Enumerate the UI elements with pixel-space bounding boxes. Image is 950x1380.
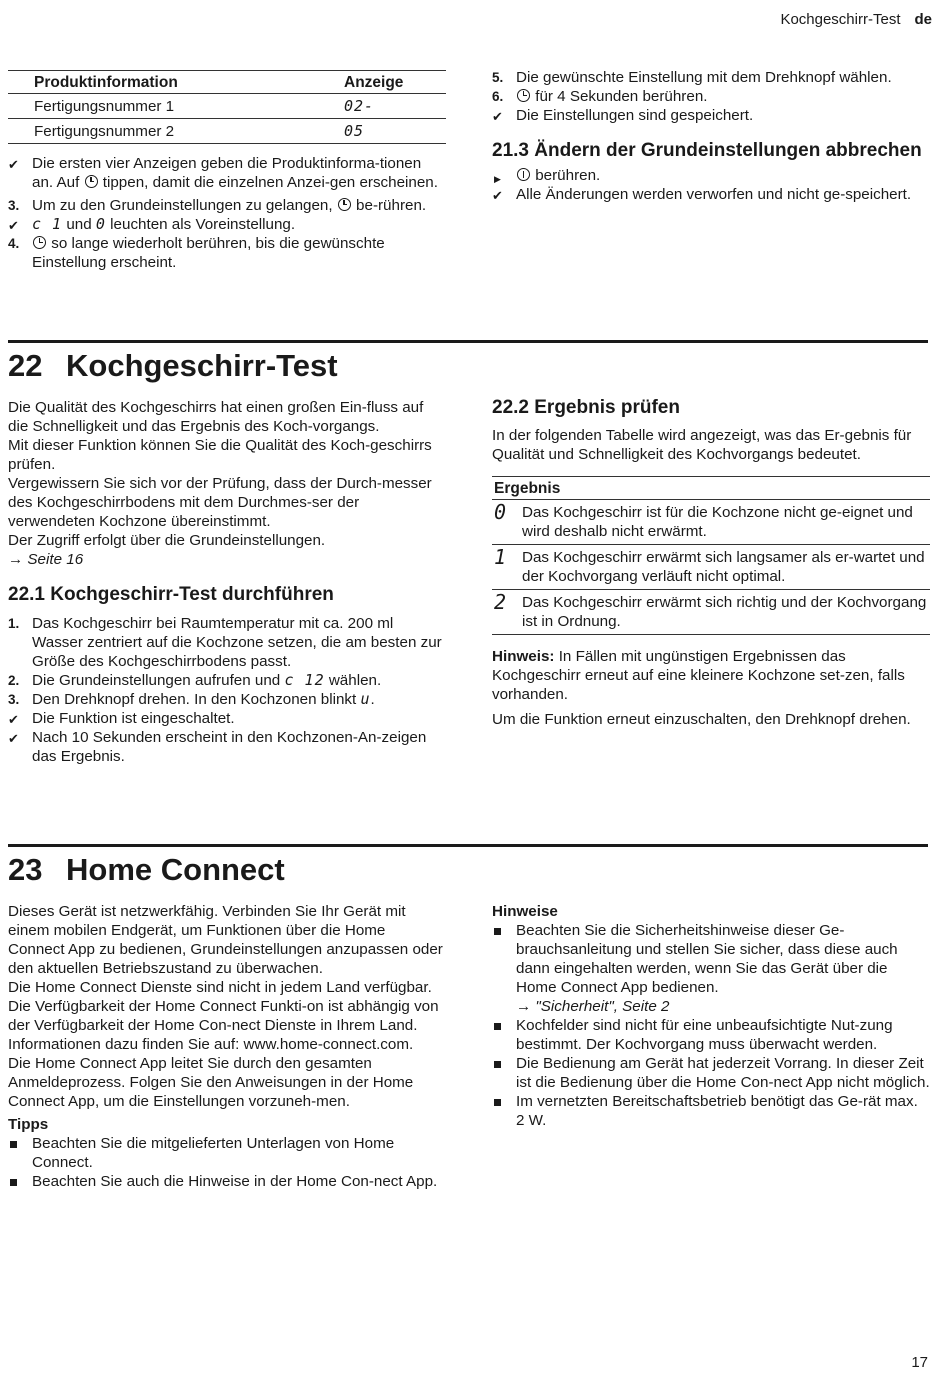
table-row: 0 Das Kochgeschirr ist für die Kochzone nicht ge-eignet und wird deshalb nicht erwärmt. (492, 500, 930, 545)
section-heading-22-1: 22.1 Kochgeschirr-Test durchführen (8, 584, 334, 605)
result-item: ✔ Nach 10 Sekunden erscheint in den Kochzonen-An-zeigen das Ergebnis. (8, 729, 427, 765)
sec23-left-column (8, 902, 446, 1191)
paragraph: Vergewissern Sie sich vor der Prüfung, dass der Durch-messer des Kochgeschirrbodens mit dem Durchmes-ser der verwendeten Kochzone übereinstimmt. (8, 475, 432, 530)
list-item: Beachten Sie auch die Hinweise in der Home Con-nect App. (8, 1172, 446, 1191)
result-item: ✔ Die Funktion ist eingeschaltet. (8, 710, 235, 727)
chapter-title-22: 22 Kochgeschirr-Test (8, 348, 338, 383)
clock-icon (517, 89, 530, 102)
step-item: 3. Den Drehknopf drehen. In den Kochzonen blinkt u. (8, 690, 375, 708)
paragraph: Die Home Connect App leitet Sie durch den gesamten Anmeldeprozess. Folgen Sie den Anweisungen in der Home Connect App, um die Einstellungen vorzuneh-men. (8, 1055, 414, 1110)
chapter-title-23: 23 Home Connect (8, 852, 285, 887)
triangle-icon: ▶ (494, 174, 501, 184)
table-row: 1 Das Kochgeschirr erwärmt sich langsamer als er-wartet und der Kochvorgang verläuft nicht optimal. (492, 545, 930, 590)
result-item: ✔ c 1 und 0 leuchten als Voreinstellung. (8, 215, 296, 233)
action-item: ▶ berühren. (492, 166, 930, 185)
check-icon: ✔ (492, 188, 503, 203)
paragraph: Um die Funktion erneut einzuschalten, den Drehknopf drehen. (492, 711, 911, 728)
check-icon: ✔ (8, 157, 19, 172)
result-item: ✔ Alle Änderungen werden verworfen und nicht ge-speichert. (492, 186, 912, 203)
check-icon: ✔ (492, 109, 503, 124)
table-row: Fertigungsnummer 2 05 (8, 119, 446, 144)
result-table-header: Ergebnis (492, 477, 930, 500)
check-icon: ✔ (8, 731, 19, 746)
sec22-right-column (492, 396, 930, 729)
section-heading-21-3: 21.3 Ändern der Grundeinstellungen abbrechen (492, 140, 922, 161)
result-item: ✔ Die ersten vier Anzeigen geben die Produktinforma-tionen an. Auf tippen, damit die einzelnen Anzei-gen erscheinen. (8, 155, 438, 191)
header-lang: de (914, 11, 932, 28)
list-item: Die Bedienung am Gerät hat jederzeit Vorrang. In dieser Zeit ist die Bedienung über die Home Con-nect App nicht möglich. (492, 1054, 930, 1092)
table-row: Fertigungsnummer 1 02- (8, 94, 446, 119)
clock-icon (338, 198, 351, 211)
page-reference-link[interactable]: → Seite 16 (8, 551, 84, 568)
sec23-right-column (492, 902, 930, 1130)
table-header-anzeige: Anzeige (342, 71, 446, 94)
step-item: 6. für 4 Sekunden berühren. (492, 88, 708, 105)
page-number: 17 (911, 1354, 928, 1371)
step-item: 2. Die Grundeinstellungen aufrufen und c 12 wählen. (8, 671, 382, 689)
clock-icon (85, 175, 98, 188)
step-item: 3. Um zu den Grundeinstellungen zu gelangen, be-rühren. (8, 197, 427, 214)
square-bullet-icon (494, 928, 501, 935)
hinweise-label: Hinweise (492, 903, 558, 920)
paragraph: Die Qualität des Kochgeschirrs hat einen großen Ein-fluss auf die Schnelligkeit und das Ergebnis des Koch-vorgangs. (8, 399, 424, 435)
header-title: Kochgeschirr-Test (780, 11, 901, 28)
step-item: 5. Die gewünschte Einstellung mit dem Drehknopf wählen. (492, 69, 892, 86)
sec22-left-column (8, 398, 446, 766)
top-right-column (492, 68, 930, 204)
check-icon: ✔ (8, 712, 19, 727)
top-left-column (8, 70, 446, 272)
table-row: 2 Das Kochgeschirr erwärmt sich richtig und der Kochvorgang ist in Ordnung. (492, 590, 930, 635)
power-icon (517, 168, 530, 181)
paragraph: Dieses Gerät ist netzwerkfähig. Verbinden Sie Ihr Gerät mit einem mobilen Endgerät, um Funktionen über die Home Connect App zu bedienen, Grundeinstellungen anzupassen oder den aktuellen Betriebszustand zu überwachen. (8, 903, 443, 977)
square-bullet-icon (494, 1061, 501, 1068)
clock-icon (33, 236, 46, 249)
section-divider (8, 340, 928, 343)
section-divider (8, 844, 928, 847)
list-item: Beachten Sie die mitgelieferten Unterlagen von Home Connect. (8, 1134, 446, 1172)
square-bullet-icon (494, 1023, 501, 1030)
running-header (780, 10, 932, 29)
list-item: Beachten Sie die Sicherheitshinweise dieser Ge-brauchsanleitung und stellen Sie sicher, dass diese auch dann eingehalten werden, wenn Sie das Gerät über die Home Connect App bedienen. → "Sicherheit", Seite 2 (492, 921, 930, 1016)
list-item: Im vernetzten Bereitschaftsbetrieb benötigt das Ge-rät max. 2 W. (492, 1092, 930, 1130)
list-item: Kochfelder sind nicht für eine unbeaufsichtigte Nut-zung bestimmt. Der Kochvorgang muss überwacht werden. (492, 1016, 930, 1054)
product-info-table (8, 70, 446, 144)
page-reference-link[interactable]: → "Sicherheit", Seite 2 (516, 998, 670, 1015)
square-bullet-icon (10, 1141, 17, 1148)
paragraph: In der folgenden Tabelle wird angezeigt, was das Er-gebnis für Qualität und Schnelligkeit des Kochvorgangs bedeutet. (492, 427, 912, 463)
result-table (492, 476, 930, 635)
step-item: 4. so lange wiederholt berühren, bis die gewünschte Einstellung erscheint. (8, 235, 385, 271)
paragraph: Mit dieser Funktion können Sie die Qualität des Koch-geschirrs prüfen. (8, 437, 432, 473)
result-item: ✔ Die Einstellungen sind gespeichert. (492, 107, 754, 124)
check-icon: ✔ (8, 218, 19, 233)
tipps-label: Tipps (8, 1116, 49, 1133)
table-header-produktinformation: Produktinformation (8, 71, 342, 94)
square-bullet-icon (10, 1179, 17, 1186)
paragraph: Die Home Connect Dienste sind nicht in jedem Land verfügbar. Die Verfügbarkeit der Home Connect Funkti-on ist abhängig von der Verfügbarkeit der Home Con-nect Dienste in Ihrem Land. Informationen dazu finden Sie auf: www.home-connect.com. (8, 979, 439, 1053)
paragraph: Der Zugriff erfolgt über die Grundeinstellungen. (8, 532, 326, 549)
hint-paragraph: Hinweis: In Fällen mit ungünstigen Ergebnissen das Kochgeschirr erneut auf eine kleinere Kochzone set-zen, falls vorhanden. (492, 648, 905, 703)
step-item: 1. Das Kochgeschirr bei Raumtemperatur mit ca. 200 ml Wasser zentriert auf die Kochzone setzen, die am besten zur Größe des Kochgeschirrbodens passt. (8, 615, 442, 670)
section-heading-22-2: 22.2 Ergebnis prüfen (492, 397, 680, 418)
square-bullet-icon (494, 1099, 501, 1106)
